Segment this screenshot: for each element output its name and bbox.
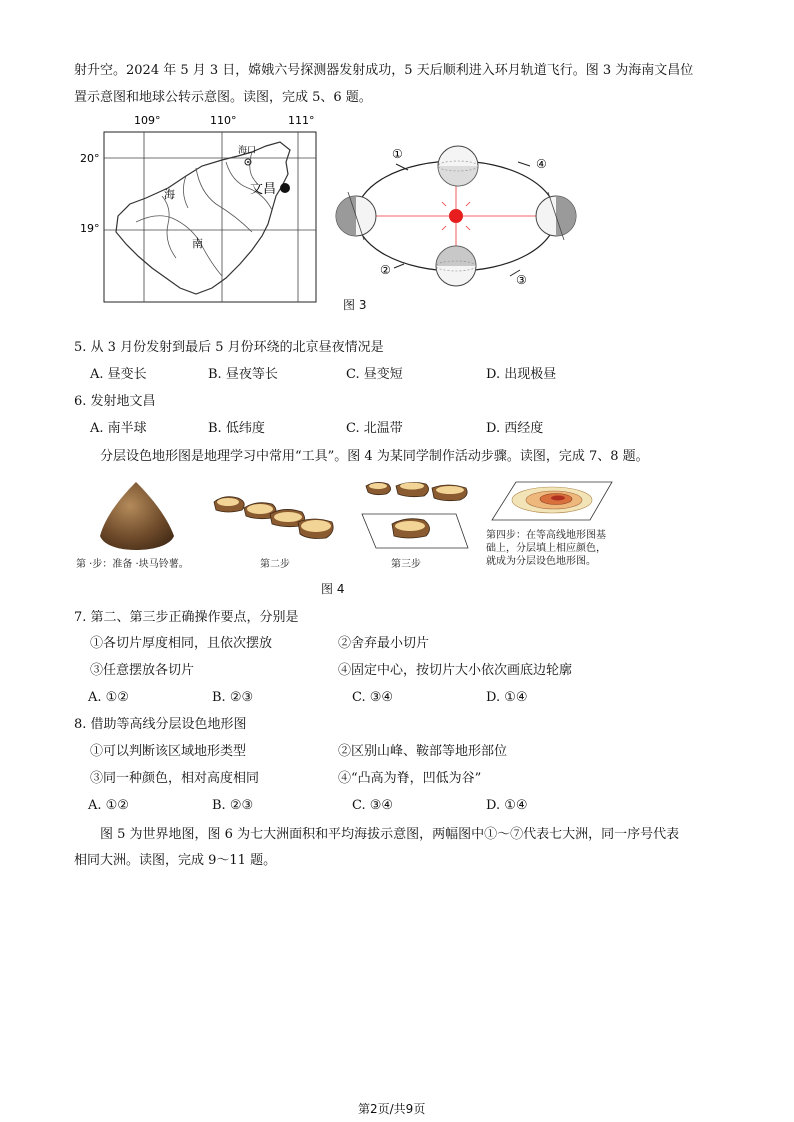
q7-item-3: ③任意摆放各切片 <box>90 663 195 678</box>
intro-line-2: 置示意图和地球公转示意图。读图，完成 5、6 题。 <box>74 90 372 105</box>
earth-left <box>336 192 376 240</box>
fig4-step3-tracing <box>356 478 474 558</box>
lat-label-20: 20° <box>80 152 100 165</box>
q7-item-4: ④固定中心，按切片大小依次画底边轮廓 <box>338 663 573 678</box>
earth-right <box>536 192 576 240</box>
nan-label: 南 <box>192 237 203 250</box>
lon-label-110: 110° <box>210 114 237 127</box>
fig4-step2-slices <box>208 488 338 554</box>
page-footer: 第2页/共9页 <box>358 1102 426 1116</box>
fig4-step1-label: 第 ·步：准备 ·块马铃薯。 <box>76 559 189 570</box>
q7-item-2: ②舍弃最小切片 <box>338 636 430 651</box>
q8-item-2: ②区别山峰、鞍部等地形部位 <box>338 744 508 759</box>
intro2: 分层设色地形图是地理学习中常用“工具”。图 4 为某同学制作活动步骤。读图，完成 7、8 题。 <box>100 449 649 464</box>
q8-item-1: ①可以判断该区域地形类型 <box>90 744 247 759</box>
q8-option-c[interactable]: C. ③④ <box>352 798 394 813</box>
lon-label-111: 111° <box>288 114 315 127</box>
wenchang-marker <box>280 183 290 193</box>
fig4-step2-label: 第二步 <box>260 559 290 570</box>
haikou-label: 海口 <box>238 146 257 156</box>
q8-item-3: ③同一种颜色，相对高度相同 <box>90 771 260 786</box>
q8-option-d[interactable]: D. ①④ <box>486 798 528 813</box>
intro3-line-1: 图 5 为世界地图，图 6 为七大洲面积和平均海拔示意图，两幅图中①～⑦代表七大洲，同一序号代表 <box>100 827 680 842</box>
orbit-label-2: ② <box>380 263 391 277</box>
q6-option-c[interactable]: C. 北温带 <box>346 421 403 436</box>
intro3-line-2: 相同大洲。读图，完成 9～11 题。 <box>74 853 277 868</box>
q7-option-b[interactable]: B. ②③ <box>212 690 254 705</box>
q8-option-b[interactable]: B. ②③ <box>212 798 254 813</box>
q6-option-d[interactable]: D. 西经度 <box>486 421 544 436</box>
hainan-island-outline <box>116 142 290 294</box>
hai-label: 海 <box>164 188 175 201</box>
q7-item-1: ①各切片厚度相同，且依次摆放 <box>90 636 273 651</box>
fig4-step4-text <box>486 529 606 568</box>
q8-item-4: ④“凸高为脊，凹低为谷” <box>338 771 482 786</box>
fig3-caption: 图 3 <box>343 298 367 312</box>
fig4-step1-potato <box>96 480 178 552</box>
fig4-step4-layered-map <box>488 478 614 526</box>
earth-top <box>438 146 478 186</box>
q5-option-d[interactable]: D. 出现极昼 <box>486 367 557 382</box>
hainan-map <box>76 112 326 308</box>
q7-option-d[interactable]: D. ①④ <box>486 690 528 705</box>
q8-stem: 8. 借助等高线分层设色地形图 <box>74 717 247 732</box>
earth-bottom <box>436 246 476 286</box>
q6-option-b[interactable]: B. 低纬度 <box>208 421 265 436</box>
q5-option-b[interactable]: B. 昼夜等长 <box>208 367 278 382</box>
q5-option-a[interactable]: A. 昼变长 <box>90 367 147 382</box>
orbit-label-3: ③ <box>516 273 527 287</box>
fig4-step4-line-1: 第四步：在等高线地形图基 <box>486 530 606 541</box>
q5-stem: 5. 从 3 月份发射到最后 5 月份环绕的北京昼夜情况是 <box>74 340 384 355</box>
lat-label-19: 19° <box>80 222 100 235</box>
sun <box>449 209 463 223</box>
fig4-step4-line-3: 就成为分层设色地形图。 <box>486 556 596 567</box>
q7-option-a[interactable]: A. ①② <box>88 690 129 705</box>
fig4-caption: 图 4 <box>321 582 345 596</box>
q7-stem: 7. 第二、第三步正确操作要点，分别是 <box>74 610 299 625</box>
lon-label-109: 109° <box>134 114 161 127</box>
orbit-label-4: ④ <box>536 157 547 171</box>
q5-option-c[interactable]: C. 昼变短 <box>346 367 403 382</box>
intro-line-1: 射升空。2024 年 5 月 3 日，嫦娥六号探测器发射成功，5 天后顺利进入环月轨道飞行。图 3 为海南文昌位 <box>74 63 694 78</box>
q6-option-a[interactable]: A. 南半球 <box>90 421 147 436</box>
orbit-label-1: ① <box>392 147 403 161</box>
wenchang-label: 文昌 <box>250 182 277 197</box>
fig4-step3-label: 第三步 <box>391 559 421 570</box>
q8-option-a[interactable]: A. ①② <box>88 798 129 813</box>
q7-option-c[interactable]: C. ③④ <box>352 690 394 705</box>
earth-orbit-diagram <box>334 136 584 304</box>
fig4-step4-line-2: 础上，分层填上相应颜色， <box>486 543 606 554</box>
q6-stem: 6. 发射地文昌 <box>74 394 156 409</box>
